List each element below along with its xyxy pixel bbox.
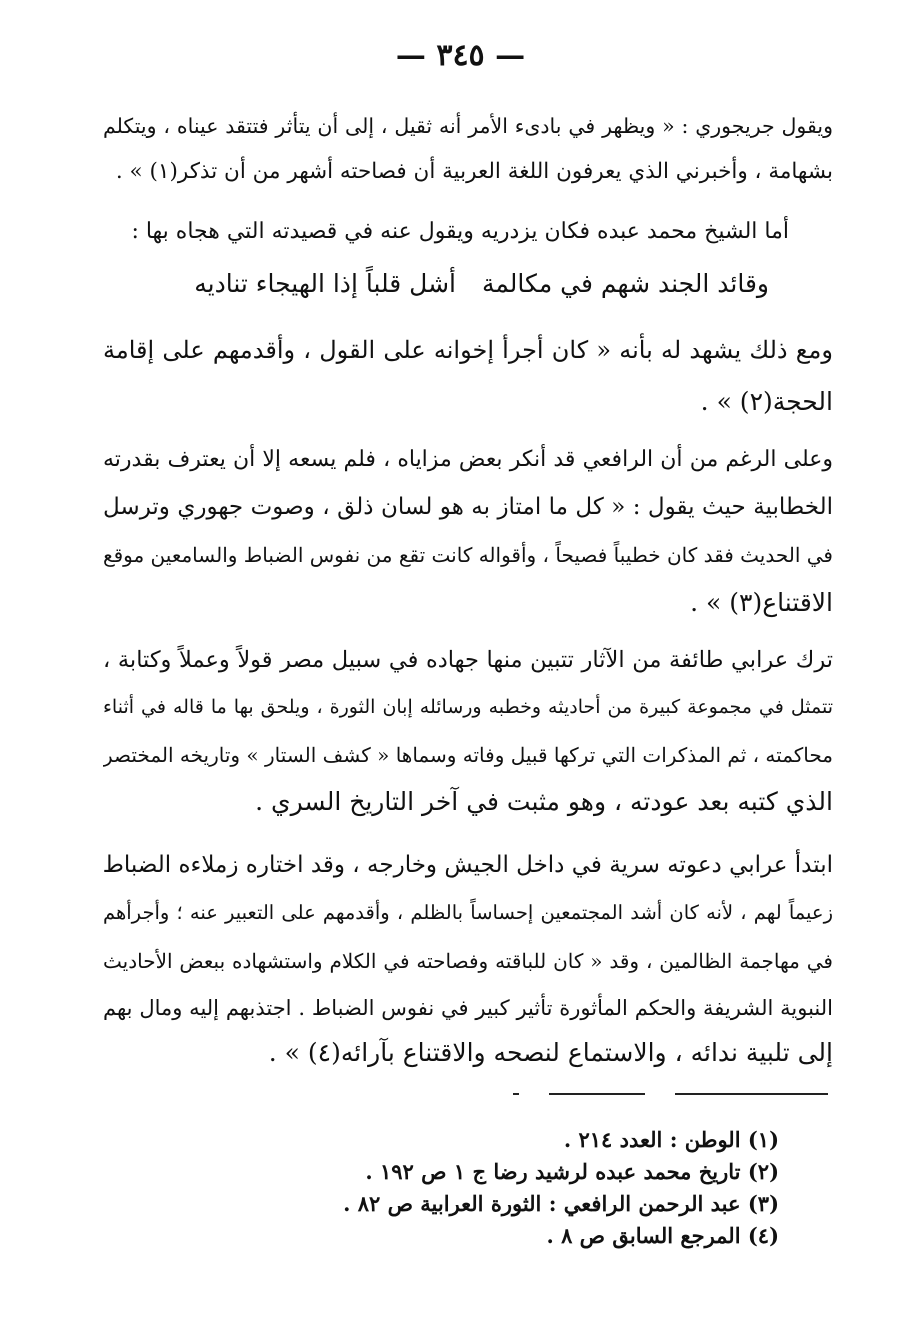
- paragraph-line: بشهامة ، وأخبرني الذي يعرفون اللغة العربية أن فصاحته أشهر من أن تذكر(١) » .: [115, 159, 833, 184]
- page-number: — ٣٤٥ —: [395, 38, 526, 73]
- paragraph-line: النبوية الشريفة والحكم المأثورة تأثير كبير في نفوس الضباط . اجتذبهم إليه ومال بهم: [103, 996, 833, 1020]
- paragraph-line: ترك عرابي طائفة من الآثار تتبين منها جهاده في سبيل مصر قولاً وعملاً وكتابة ،: [103, 647, 833, 673]
- footnote: (١) الوطن : العدد ٢١٤ .: [563, 1127, 779, 1152]
- paragraph-line: زعيماً لهم ، لأنه كان أشد المجتمعين إحساساً بالظلم ، وأقدمهم على التعبير عنه ؛ وأجرأهم: [103, 901, 833, 924]
- verse-hemistich-second: أشل قلباً إذا الهيجاء تناديه: [194, 269, 456, 298]
- paragraph-line: إلى تلبية ندائه ، والاستماع لنصحه والاقتناع بآرائه(٤) » .: [268, 1038, 833, 1067]
- paragraph-line: في الحديث فقد كان خطيباً فصيحاً ، وأقواله كانت تقع من نفوس الضباط والسامعين موقع: [103, 543, 833, 567]
- paragraph-line: الذي كتبه بعد عودته ، وهو مثبت في آخر التاريخ السري .: [255, 787, 833, 816]
- footnote: (٣) عبد الرحمن الرافعي : الثورة العرابية ص ٨٢ .: [343, 1191, 779, 1216]
- paragraph-line: الحجة(٢) » .: [700, 387, 833, 416]
- footnote: (٢) تاريخ محمد عبده لرشيد رضا ج ١ ص ١٩٢ .: [365, 1159, 779, 1184]
- paragraph-line: ومع ذلك يشهد له بأنه « كان أجرأ إخوانه على القول ، وأقدمهم على إقامة: [103, 336, 833, 364]
- footnote-separator: [513, 1093, 828, 1095]
- verse-hemistich-first: وقائد الجند شهم في مكالمة: [481, 269, 769, 298]
- paragraph-line: ابتدأ عرابي دعوته سرية في داخل الجيش وخارجه ، وقد اختاره زملاءه الضباط: [103, 852, 833, 878]
- footnote: (٤) المرجع السابق ص ٨ .: [546, 1223, 779, 1248]
- paragraph-line: الخطابية حيث يقول : « كل ما امتاز به هو لسان ذلق ، وصوت جهوري وترسل: [103, 494, 833, 520]
- paragraph-line: وعلى الرغم من أن الرافعي قد أنكر بعض مزاياه ، فلم يسعه إلا أن يعترف بقدرته: [103, 447, 833, 472]
- paragraph-line: محاكمته ، ثم المذكرات التي تركها قبيل وفاته وسماها « كشف الستار » وتاريخه المختصر: [103, 743, 833, 767]
- paragraph-line: تتمثل في مجموعة كبيرة من أحاديثه وخطبه ورسائله إبان الثورة ، ويلحق بها ما قاله في أثناء: [103, 696, 833, 718]
- paragraph-line: ويقول جريجوري : « ويظهر في بادىء الأمر أنه ثقيل ، إلى أن يتأثر فتتقد عيناه ، ويتكلم: [103, 114, 833, 138]
- paragraph-line: في مهاجمة الظالمين ، وقد « كان للباقته وفصاحته في الكلام واستشهاده ببعض الأحاديث: [103, 949, 833, 973]
- paragraph-line: الاقتناع(٣) » .: [690, 588, 833, 617]
- verse-intro: أما الشيخ محمد عبده فكان يزدريه ويقول عنه في قصيدته التي هجاه بها :: [131, 219, 789, 244]
